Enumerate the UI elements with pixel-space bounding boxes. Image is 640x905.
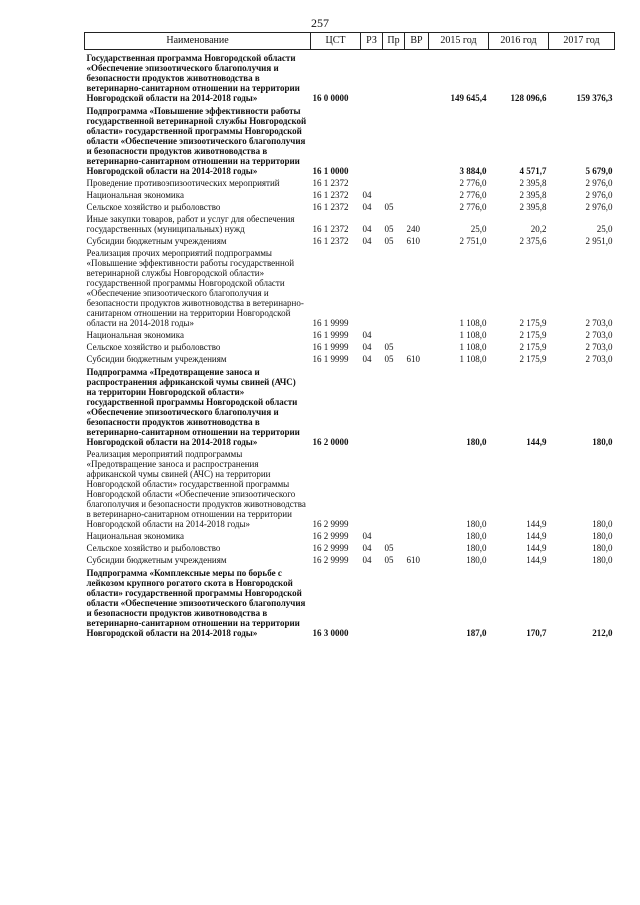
row-cst: 16 1 2372: [312, 190, 349, 200]
row-cst: 16 1 2372: [312, 202, 349, 212]
header-2015: 2015 год: [429, 33, 489, 50]
row-2015: 1 108,0: [459, 354, 487, 364]
table-row: [85, 188, 615, 200]
row-2017: 25,0: [596, 224, 613, 234]
header-rz: РЗ: [361, 33, 383, 50]
row-2017: 2 976,0: [585, 178, 613, 188]
row-2015: 1 108,0: [459, 318, 487, 328]
row-2015: 2 776,0: [459, 202, 487, 212]
row-name: Сельское хозяйство и рыболовство: [86, 543, 221, 553]
row-vr: 610: [406, 236, 420, 246]
row-rz: [361, 447, 383, 529]
row-rz: [361, 565, 383, 638]
row-vr: [405, 246, 429, 328]
table-row: [85, 328, 615, 340]
row-2017: 2 703,0: [585, 318, 613, 328]
row-pr: [383, 50, 405, 104]
row-2015: 149 645,4: [450, 93, 487, 103]
row-name: Реализация мероприятий подпрограммы «Предотвращение заноса и распространения африканской чумы свиней (АЧС) на территории Новгородской области» государственной программы Новгородской области «Обеспечение эпизоотического благополучия и безопасности продуктов животноводства в ветеринарно-санитарном отношении на территории Новгородской области на 2014-2018 годы»: [86, 449, 306, 529]
row-pr: [383, 447, 405, 529]
row-rz: [361, 364, 383, 447]
row-cst: 16 2 9999: [312, 531, 349, 541]
row-2015: 2 751,0: [459, 236, 487, 246]
row-name: Сельское хозяйство и рыболовство: [86, 202, 221, 212]
table-row: [85, 176, 615, 188]
row-2016: 2 395,8: [519, 178, 547, 188]
row-name: Национальная экономика: [86, 330, 184, 340]
row-name: Реализация прочих мероприятий подпрограммы «Повышение эффективности работы государственной ветеринарной службы Новгородской области» государственной программы Новгородской области «Обеспечение эпизоотического благополучия и безопасности продуктов животноводства в ветеринарно-санитарном отношении на территории Новгородской области на 2014-2018 годы»: [86, 248, 304, 328]
header-pr: Пр: [383, 33, 405, 50]
row-pr: [383, 328, 405, 340]
header-name: Наименование: [85, 33, 311, 50]
table-row: [85, 352, 615, 364]
row-2015: 180,0: [466, 519, 487, 529]
row-2017: 180,0: [592, 437, 613, 447]
table-header-row: [85, 33, 615, 50]
row-2017: 180,0: [592, 543, 613, 553]
row-2016: 170,7: [526, 628, 547, 638]
row-2016: 128 096,6: [510, 93, 547, 103]
header-cst: ЦСТ: [311, 33, 361, 50]
table-row: [85, 212, 615, 234]
row-pr: 05: [384, 202, 394, 212]
header-2016: 2016 год: [489, 33, 549, 50]
row-rz: 04: [362, 202, 372, 212]
row-2016: 2 395,8: [519, 202, 547, 212]
row-rz: [361, 176, 383, 188]
row-2017: 2 703,0: [585, 354, 613, 364]
row-2015: 180,0: [466, 543, 487, 553]
row-cst: 16 2 0000: [312, 437, 349, 447]
row-vr: [405, 176, 429, 188]
row-2016: 2 395,8: [519, 190, 547, 200]
row-rz: [361, 50, 383, 104]
table-row: [85, 50, 615, 104]
row-name: Национальная экономика: [86, 531, 184, 541]
row-cst: 16 1 9999: [312, 342, 349, 352]
header-2017: 2017 год: [549, 33, 615, 50]
row-2016: 2 175,9: [519, 342, 547, 352]
row-name: Национальная экономика: [86, 190, 184, 200]
row-2017: 2 976,0: [585, 202, 613, 212]
row-cst: 16 2 9999: [312, 519, 349, 529]
row-vr: [405, 541, 429, 553]
row-cst: 16 1 9999: [312, 330, 349, 340]
row-pr: 05: [384, 555, 394, 565]
row-pr: 05: [384, 543, 394, 553]
row-vr: [405, 200, 429, 212]
row-2015: 1 108,0: [459, 342, 487, 352]
row-2016: 144,9: [526, 437, 547, 447]
row-vr: [405, 188, 429, 200]
row-name: Сельское хозяйство и рыболовство: [86, 342, 221, 352]
row-rz: 04: [362, 224, 372, 234]
row-2016: 2 375,6: [519, 236, 547, 246]
row-2015: 1 108,0: [459, 330, 487, 340]
row-2017: 2 703,0: [585, 342, 613, 352]
row-vr: [405, 340, 429, 352]
row-name: Государственная программа Новгородской области «Обеспечение эпизоотического благополучия и безопасности продуктов животноводства в ветеринарно-санитарном отношении на территории Новгородской области на 2014-2018 годы»: [86, 53, 300, 103]
row-pr: [383, 364, 405, 447]
row-vr: [405, 103, 429, 176]
table-row: [85, 340, 615, 352]
row-2015: 187,0: [466, 628, 487, 638]
row-cst: 16 0 0000: [312, 93, 349, 103]
row-vr: [405, 447, 429, 529]
row-pr: 05: [384, 354, 394, 364]
row-2015: 3 884,0: [459, 166, 487, 176]
row-name: Подпрограмма «Комплексные меры по борьбе с лейкозом крупного рогатого скота в Новгородской области» государственной программы Новгородской области «Обеспечение эпизоотического благополучия и безопасности продуктов животноводства в ветеринарно-санитарном отношении на территории Новгородской области на 2014-2018 годы»: [86, 568, 306, 638]
table-body: [85, 50, 615, 639]
row-rz: 04: [362, 354, 372, 364]
row-name: Проведение противоэпизоотических мероприятий: [86, 178, 280, 188]
row-2016: 144,9: [526, 531, 547, 541]
row-2015: 2 776,0: [459, 190, 487, 200]
page-number: 257: [311, 16, 329, 30]
row-pr: 05: [384, 224, 394, 234]
row-2016: 2 175,9: [519, 318, 547, 328]
row-name: Субсидии бюджетным учреждениям: [86, 555, 227, 565]
row-2015: 180,0: [466, 437, 487, 447]
row-rz: [361, 103, 383, 176]
row-pr: 05: [384, 342, 394, 352]
row-vr: [405, 50, 429, 104]
row-pr: 05: [384, 236, 394, 246]
row-2015: 2 776,0: [459, 178, 487, 188]
table-row: [85, 234, 615, 246]
table-row: [85, 246, 615, 328]
row-2017: 180,0: [592, 519, 613, 529]
row-cst: 16 1 2372: [312, 236, 349, 246]
table-row: [85, 541, 615, 553]
row-2016: 20,2: [530, 224, 547, 234]
row-name: Подпрограмма «Предотвращение заноса и распространения африканской чумы свиней (АЧС) на территории Новгородской области» государственной программы Новгородской области «Обеспечение эпизоотического благополучия и безопасности продуктов животноводства в ветеринарно-санитарном отношении на территории Новгородской области на 2014-2018 годы»: [86, 367, 300, 447]
row-name: Субсидии бюджетным учреждениям: [86, 354, 227, 364]
row-cst: 16 3 0000: [312, 628, 349, 638]
row-cst: 16 1 2372: [312, 224, 349, 234]
row-vr: 610: [406, 555, 420, 565]
row-rz: 04: [362, 342, 372, 352]
row-vr: [405, 364, 429, 447]
row-2017: 159 376,3: [576, 93, 613, 103]
row-2016: 2 175,9: [519, 330, 547, 340]
row-rz: 04: [362, 543, 372, 553]
row-pr: [383, 565, 405, 638]
row-2016: 4 571,7: [519, 166, 547, 176]
row-cst: 16 1 2372: [312, 178, 349, 188]
budget-table: [84, 32, 615, 638]
row-rz: [361, 246, 383, 328]
table-row: [85, 447, 615, 529]
row-2017: 2 951,0: [585, 236, 613, 246]
table-row: [85, 553, 615, 565]
row-2016: 144,9: [526, 543, 547, 553]
row-2017: 180,0: [592, 531, 613, 541]
row-cst: 16 1 9999: [312, 318, 349, 328]
row-2017: 2 976,0: [585, 190, 613, 200]
row-rz: 04: [362, 236, 372, 246]
row-cst: 16 1 9999: [312, 354, 349, 364]
header-vr: ВР: [405, 33, 429, 50]
row-pr: [383, 188, 405, 200]
row-cst: 16 2 9999: [312, 543, 349, 553]
row-2017: 212,0: [592, 628, 613, 638]
row-vr: [405, 565, 429, 638]
row-cst: 16 1 0000: [312, 166, 349, 176]
row-name: Субсидии бюджетным учреждениям: [86, 236, 227, 246]
row-rz: 04: [362, 555, 372, 565]
row-pr: [383, 246, 405, 328]
table-row: [85, 565, 615, 638]
table-row: [85, 529, 615, 541]
row-rz: 04: [362, 190, 372, 200]
row-2016: 2 175,9: [519, 354, 547, 364]
row-2016: 144,9: [526, 555, 547, 565]
row-cst: 16 2 9999: [312, 555, 349, 565]
row-rz: 04: [362, 531, 372, 541]
table-row: [85, 200, 615, 212]
row-pr: [383, 529, 405, 541]
row-vr: 610: [406, 354, 420, 364]
row-2017: 5 679,0: [585, 166, 613, 176]
row-vr: [405, 529, 429, 541]
row-2017: 2 703,0: [585, 330, 613, 340]
row-2017: 180,0: [592, 555, 613, 565]
row-name: Иные закупки товаров, работ и услуг для обеспечения государственных (муниципальных) нужд: [86, 214, 295, 234]
row-2016: 144,9: [526, 519, 547, 529]
row-pr: [383, 176, 405, 188]
row-rz: 04: [362, 330, 372, 340]
table-row: [85, 103, 615, 176]
row-2015: 180,0: [466, 555, 487, 565]
row-2015: 180,0: [466, 531, 487, 541]
table-row: [85, 364, 615, 447]
row-vr: 240: [406, 224, 420, 234]
row-vr: [405, 328, 429, 340]
row-pr: [383, 103, 405, 176]
row-2015: 25,0: [470, 224, 487, 234]
row-name: Подпрограмма «Повышение эффективности работы государственной ветеринарной службы Новгородской области» государственной программы Новгородской области «Обеспечение эпизоотического благополучия и безопасности продуктов животноводства в ветеринарно-санитарном отношении на территории Новгородской области на 2014-2018 годы»: [86, 106, 307, 176]
